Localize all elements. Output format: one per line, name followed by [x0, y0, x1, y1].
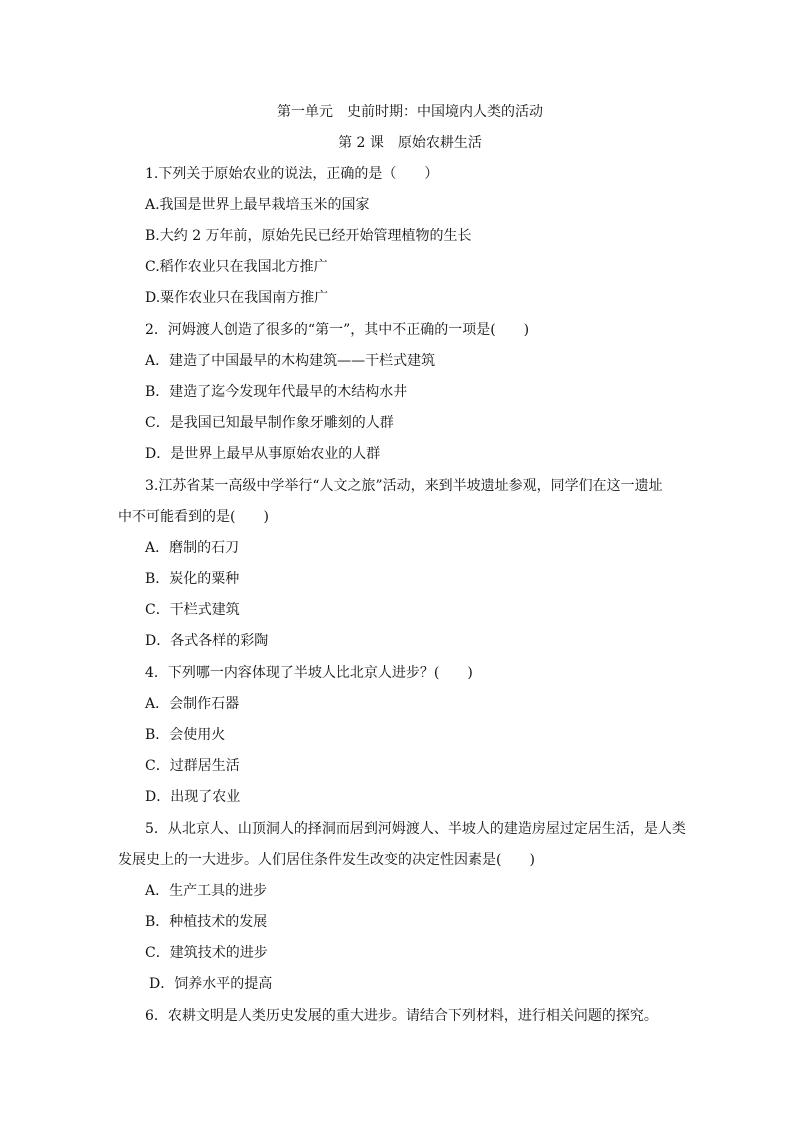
question-1-option-a: A.我国是世界上最早栽培玉米的国家: [145, 197, 370, 213]
question-5-option-d: D．饲养水平的提高: [149, 976, 273, 992]
question-4-option-c: C．过群居生活: [145, 758, 240, 774]
question-2-option-c: C．是我国已知最早制作象牙雕刻的人群: [145, 415, 394, 431]
question-2-option-a: A．建造了中国最早的木构建筑——干栏式建筑: [145, 353, 436, 369]
question-1-option-c: C.稻作农业只在我国北方推广: [145, 259, 328, 275]
question-4-option-a: A．会制作石器: [145, 696, 240, 712]
question-5-stem-line-1: 5．从北京人、山顶洞人的择洞而居到河姆渡人、半坡人的建造房屋过定居生活，是人类: [145, 821, 686, 837]
question-3-option-c: C．干栏式建筑: [145, 602, 240, 618]
question-3-option-d: D．各式各样的彩陶: [145, 633, 269, 649]
lesson-title: 第 2 课 原始农耕生活: [338, 135, 482, 151]
question-2-stem: 2．河姆渡人创造了很多的“第一”，其中不正确的一项是( ): [145, 322, 530, 338]
question-4-option-b: B．会使用火: [145, 727, 226, 743]
question-4-stem: 4．下列哪一内容体现了半坡人比北京人进步？( ): [145, 665, 473, 681]
question-3-stem-line-1: 3.江苏省某一高级中学举行“人文之旅”活动，来到半坡遗址参观，同学们在这一遗址: [145, 478, 663, 494]
question-3-option-b: B．炭化的粟种: [145, 571, 240, 587]
question-2-option-b: B．建造了迄今发现年代最早的木结构水井: [145, 384, 408, 400]
question-1-option-b: B.大约 2 万年前，原始先民已经开始管理植物的生长: [145, 228, 472, 244]
question-4-option-d: D．出现了农业: [145, 789, 241, 805]
question-2-option-d: D．是世界上最早从事原始农业的人群: [145, 446, 381, 462]
question-1-stem: 1.下列关于原始农业的说法，正确的是（ ）: [145, 166, 439, 182]
question-1-option-d: D.粟作农业只在我国南方推广: [145, 290, 329, 306]
question-6-stem: 6．农耕文明是人类历史发展的重大进步。请结合下列材料，进行相关问题的探究。: [145, 1008, 658, 1024]
question-5-option-a: A．生产工具的进步: [145, 883, 268, 899]
question-3-stem-line-2: 中不可能看到的是( ): [118, 509, 269, 525]
unit-title: 第一单元 史前时期：中国境内人类的活动: [277, 104, 543, 120]
question-5-stem-line-2: 发展史上的一大进步。人们居住条件发生改变的决定性因素是( ): [118, 852, 535, 868]
question-5-option-b: B．种植技术的发展: [145, 914, 268, 930]
question-3-option-a: A．磨制的石刀: [145, 540, 240, 556]
question-5-option-c: C．建筑技术的进步: [145, 945, 268, 961]
